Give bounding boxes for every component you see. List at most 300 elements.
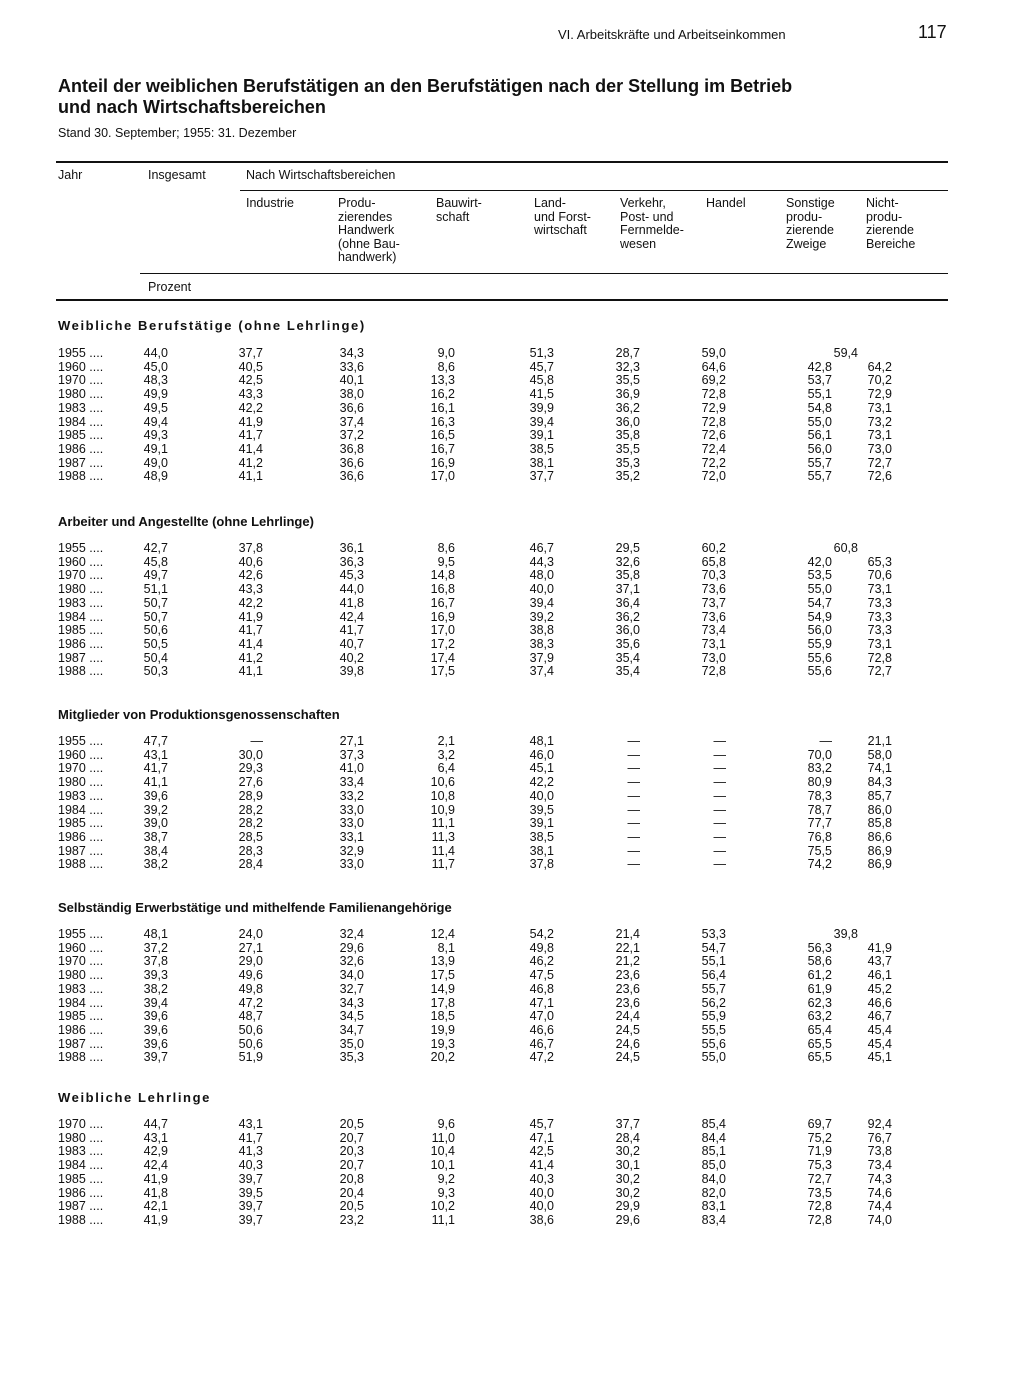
value-cell: 35,3 xyxy=(615,455,640,470)
value-cell: 45,7 xyxy=(529,359,554,374)
value-cell: — xyxy=(627,734,640,748)
year-cell: 1986 .... xyxy=(58,441,104,456)
year-cell: 1983 .... xyxy=(58,788,104,803)
value-cell: 65,5 xyxy=(807,1050,832,1065)
value-cell: 28,3 xyxy=(238,843,263,858)
value-cell: 46,7 xyxy=(529,1036,554,1051)
value-cell: 46,2 xyxy=(529,954,554,969)
value-cell: 73,4 xyxy=(867,1158,892,1173)
value-cell: 36,4 xyxy=(615,595,640,610)
value-cell: 45,1 xyxy=(529,761,554,776)
value-cell: 54,7 xyxy=(701,940,726,955)
value-cell: 42,5 xyxy=(238,373,263,388)
value-cell: 40,0 xyxy=(529,582,554,597)
year-cell: 1986 .... xyxy=(58,1022,104,1037)
header-verkehr-line: Fernmelde- xyxy=(620,223,684,237)
value-cell: 36,6 xyxy=(339,400,364,415)
value-cell: 35,6 xyxy=(615,636,640,651)
value-cell: 78,7 xyxy=(807,802,832,817)
value-cell: — xyxy=(627,788,640,803)
value-cell: 53,3 xyxy=(701,927,726,941)
value-cell: 28,9 xyxy=(238,788,263,803)
value-cell: 55,0 xyxy=(807,414,832,429)
value-cell: 41,9 xyxy=(143,1171,168,1186)
header-sonstige xyxy=(786,197,835,251)
value-cell: 50,5 xyxy=(143,636,168,651)
value-cell: 45,3 xyxy=(339,568,364,583)
value-cell: 51,9 xyxy=(238,1050,263,1065)
value-cell: 39,4 xyxy=(143,995,168,1010)
value-cell: 37,4 xyxy=(339,414,364,429)
value-cell: 34,5 xyxy=(339,1009,364,1024)
value-cell: 44,7 xyxy=(143,1117,168,1131)
value-cell: 92,4 xyxy=(867,1117,892,1131)
value-cell: 38,5 xyxy=(529,829,554,844)
value-cell: 12,4 xyxy=(430,927,455,941)
value-cell: 42,4 xyxy=(339,609,364,624)
value-cell: 40,0 xyxy=(529,1185,554,1200)
value-cell: 38,2 xyxy=(143,981,168,996)
header-nicht-line: zierende xyxy=(866,223,914,237)
value-cell: 55,9 xyxy=(701,1009,726,1024)
table-row xyxy=(0,1132,1024,1146)
value-cell: 10,2 xyxy=(430,1199,455,1214)
value-cell: 42,7 xyxy=(143,541,168,555)
value-cell: 28,4 xyxy=(615,1130,640,1145)
table-row xyxy=(0,611,1024,625)
value-cell: 70,2 xyxy=(867,373,892,388)
value-cell: 2,1 xyxy=(437,734,455,748)
value-cell: 39,2 xyxy=(143,802,168,817)
value-cell: 86,9 xyxy=(867,843,892,858)
page-number: 117 xyxy=(918,22,947,42)
year-cell: 1987 .... xyxy=(58,455,104,470)
value-cell: 38,4 xyxy=(143,843,168,858)
value-cell: 43,1 xyxy=(143,1130,168,1145)
table-row xyxy=(0,790,1024,804)
header-bau-line: schaft xyxy=(436,209,470,224)
value-cell: 47,7 xyxy=(143,734,168,748)
value-cell: 9,2 xyxy=(437,1171,455,1186)
value-cell: 39,6 xyxy=(143,1022,168,1037)
header-sonstige-line: produ- xyxy=(786,209,823,224)
value-cell: 50,4 xyxy=(143,650,168,665)
value-cell: 73,3 xyxy=(867,609,892,624)
value-cell: 42,6 xyxy=(238,568,263,583)
value-cell: 46,6 xyxy=(867,995,892,1010)
value-cell: 14,8 xyxy=(430,568,455,583)
value-cell: 20,4 xyxy=(339,1185,364,1200)
value-cell: — xyxy=(627,857,640,872)
value-cell: 40,6 xyxy=(238,554,263,569)
header-nicht-line: Bereiche xyxy=(866,236,916,251)
value-cell: 83,4 xyxy=(701,1212,726,1227)
value-cell: 55,1 xyxy=(807,387,832,402)
value-cell: 65,4 xyxy=(807,1022,832,1037)
value-cell: — xyxy=(627,816,640,831)
value-cell: 84,4 xyxy=(701,1130,726,1145)
header-land-line: Land- xyxy=(534,196,566,210)
value-cell: 49,0 xyxy=(143,455,168,470)
value-cell: 39,1 xyxy=(529,816,554,831)
value-cell: 16,5 xyxy=(430,428,455,443)
value-cell: 43,3 xyxy=(238,387,263,402)
table-row xyxy=(0,652,1024,666)
value-cell: 20,3 xyxy=(339,1144,364,1159)
value-cell: 37,7 xyxy=(529,469,554,484)
table-row xyxy=(0,845,1024,859)
value-cell: 3,2 xyxy=(437,747,455,762)
value-cell: 27,1 xyxy=(339,734,364,748)
value-cell: 19,3 xyxy=(430,1036,455,1051)
value-cell: 72,7 xyxy=(867,455,892,470)
value-cell: 17,5 xyxy=(430,664,455,679)
value-cell: 64,2 xyxy=(867,359,892,374)
value-cell: 37,1 xyxy=(615,582,640,597)
value-cell: 45,4 xyxy=(867,1036,892,1051)
section-title: Mitglieder von Produktionsgenossenschaften xyxy=(58,707,340,722)
value-cell: 69,2 xyxy=(701,373,726,388)
value-cell: — xyxy=(250,734,263,748)
value-cell: 73,5 xyxy=(807,1185,832,1200)
value-cell: — xyxy=(713,857,726,872)
value-cell: 32,6 xyxy=(339,954,364,969)
table-row xyxy=(0,983,1024,997)
table-row xyxy=(0,624,1024,638)
value-cell: 39,6 xyxy=(143,1009,168,1024)
year-cell: 1985 .... xyxy=(58,1171,104,1186)
value-cell: — xyxy=(713,734,726,748)
table-row xyxy=(0,443,1024,457)
value-cell: 29,9 xyxy=(615,1199,640,1214)
value-cell: 16,9 xyxy=(430,455,455,470)
year-cell: 1955 .... xyxy=(58,734,104,748)
value-cell: 72,8 xyxy=(701,387,726,402)
value-cell: 65,8 xyxy=(701,554,726,569)
year-cell: 1970 .... xyxy=(58,568,104,583)
header-verkehr-line: Verkehr, xyxy=(620,196,666,210)
value-cell: — xyxy=(713,761,726,776)
value-cell: 44,0 xyxy=(143,346,168,360)
year-cell: 1955 .... xyxy=(58,541,104,555)
value-cell: 61,2 xyxy=(807,968,832,983)
value-cell: 36,1 xyxy=(339,541,364,555)
value-cell: 61,9 xyxy=(807,981,832,996)
table-row xyxy=(0,416,1024,430)
value-cell: 37,7 xyxy=(615,1117,640,1131)
value-cell: 53,7 xyxy=(807,373,832,388)
header-sonstige-line: zierende xyxy=(786,223,834,237)
value-cell: 56,1 xyxy=(807,428,832,443)
year-cell: 1984 .... xyxy=(58,802,104,817)
value-cell: 28,7 xyxy=(615,346,640,360)
value-cell: 36,6 xyxy=(339,455,364,470)
header-verkehr-line: Post- und xyxy=(620,209,674,224)
value-cell: 41,8 xyxy=(339,595,364,610)
value-cell: 9,5 xyxy=(437,554,455,569)
value-cell: 56,0 xyxy=(807,623,832,638)
year-cell: 1984 .... xyxy=(58,995,104,1010)
value-cell: 42,1 xyxy=(143,1199,168,1214)
value-cell: 35,3 xyxy=(339,1050,364,1065)
value-cell: 41,1 xyxy=(143,775,168,790)
value-cell: 75,3 xyxy=(807,1158,832,1173)
value-cell: 60,8 xyxy=(833,541,858,555)
year-cell: 1970 .... xyxy=(58,954,104,969)
value-cell: 82,0 xyxy=(701,1185,726,1200)
value-cell: 28,4 xyxy=(238,857,263,872)
year-cell: 1984 .... xyxy=(58,1158,104,1173)
table-row xyxy=(0,735,1024,749)
table-row xyxy=(0,374,1024,388)
value-cell: 20,5 xyxy=(339,1199,364,1214)
value-cell: 36,2 xyxy=(615,609,640,624)
value-cell: 50,6 xyxy=(238,1022,263,1037)
value-cell: 73,0 xyxy=(867,441,892,456)
value-cell: 37,2 xyxy=(339,428,364,443)
value-cell: 35,8 xyxy=(615,568,640,583)
value-cell: 73,1 xyxy=(867,400,892,415)
value-cell: 55,0 xyxy=(701,1050,726,1065)
value-cell: 55,1 xyxy=(701,954,726,969)
value-cell: 17,5 xyxy=(430,968,455,983)
value-cell: 54,7 xyxy=(807,595,832,610)
year-cell: 1970 .... xyxy=(58,373,104,388)
value-cell: 48,0 xyxy=(529,568,554,583)
value-cell: — xyxy=(627,843,640,858)
value-cell: 41,3 xyxy=(238,1144,263,1159)
header-handwerk-line: Handwerk xyxy=(338,223,395,237)
value-cell: 40,0 xyxy=(529,788,554,803)
value-cell: 34,3 xyxy=(339,346,364,360)
value-cell: 28,5 xyxy=(238,829,263,844)
header-nicht-line: Nicht- xyxy=(866,196,899,210)
value-cell: 29,5 xyxy=(615,541,640,555)
value-cell: 73,3 xyxy=(867,623,892,638)
value-cell: 84,3 xyxy=(867,775,892,790)
section-title: Weibliche Lehrlinge xyxy=(58,1090,211,1105)
value-cell: 74,0 xyxy=(867,1212,892,1227)
value-cell: 73,6 xyxy=(701,582,726,597)
table-row xyxy=(0,402,1024,416)
header-inner-rule xyxy=(140,273,948,274)
table-row xyxy=(0,1173,1024,1187)
value-cell: 50,7 xyxy=(143,609,168,624)
value-cell: 33,4 xyxy=(339,775,364,790)
value-cell: 28,2 xyxy=(238,802,263,817)
value-cell: 38,0 xyxy=(339,387,364,402)
value-cell: 75,5 xyxy=(807,843,832,858)
value-cell: 56,4 xyxy=(701,968,726,983)
value-cell: 83,2 xyxy=(807,761,832,776)
value-cell: 10,9 xyxy=(430,802,455,817)
value-cell: 49,8 xyxy=(238,981,263,996)
value-cell: 55,0 xyxy=(807,582,832,597)
value-cell: 33,0 xyxy=(339,857,364,872)
value-cell: 45,4 xyxy=(867,1022,892,1037)
value-cell: 70,6 xyxy=(867,568,892,583)
value-cell: 49,5 xyxy=(143,400,168,415)
value-cell: 65,3 xyxy=(867,554,892,569)
value-cell: 45,1 xyxy=(867,1050,892,1065)
value-cell: 45,0 xyxy=(143,359,168,374)
value-cell: — xyxy=(627,761,640,776)
subtitle: Stand 30. September; 1955: 31. Dezember xyxy=(58,126,297,140)
value-cell: 11,7 xyxy=(431,857,455,872)
value-cell: 18,5 xyxy=(430,1009,455,1024)
value-cell: 30,1 xyxy=(615,1158,640,1173)
year-cell: 1987 .... xyxy=(58,1036,104,1051)
year-cell: 1984 .... xyxy=(58,609,104,624)
value-cell: 70,0 xyxy=(807,747,832,762)
value-cell: 47,0 xyxy=(529,1009,554,1024)
value-cell: 45,8 xyxy=(529,373,554,388)
year-cell: 1985 .... xyxy=(58,428,104,443)
value-cell: 39,6 xyxy=(143,1036,168,1051)
section-title: Weibliche Berufstätige (ohne Lehrlinge) xyxy=(58,318,366,333)
value-cell: 39,8 xyxy=(833,927,858,941)
value-cell: 39,7 xyxy=(238,1171,263,1186)
value-cell: 41,9 xyxy=(143,1212,168,1227)
value-cell: 55,6 xyxy=(807,664,832,679)
value-cell: 43,7 xyxy=(867,954,892,969)
value-cell: 20,8 xyxy=(339,1171,364,1186)
value-cell: 34,0 xyxy=(339,968,364,983)
value-cell: 84,0 xyxy=(701,1171,726,1186)
value-cell: 38,1 xyxy=(529,843,554,858)
value-cell: 63,2 xyxy=(807,1009,832,1024)
value-cell: 17,0 xyxy=(430,623,455,638)
value-cell: 35,4 xyxy=(615,650,640,665)
value-cell: 73,1 xyxy=(867,582,892,597)
value-cell: 23,2 xyxy=(339,1212,364,1227)
value-cell: 32,7 xyxy=(339,981,364,996)
year-cell: 1984 .... xyxy=(58,414,104,429)
value-cell: 23,6 xyxy=(615,981,640,996)
year-cell: 1983 .... xyxy=(58,595,104,610)
value-cell: 11,4 xyxy=(431,843,455,858)
value-cell: 44,3 xyxy=(529,554,554,569)
value-cell: 54,9 xyxy=(807,609,832,624)
header-verkehr xyxy=(620,197,684,251)
header-jahr: Jahr xyxy=(58,168,83,182)
value-cell: 41,7 xyxy=(143,761,168,776)
value-cell: 85,8 xyxy=(867,816,892,831)
header-bauwirtschaft xyxy=(436,197,482,224)
table-row xyxy=(0,542,1024,556)
value-cell: 36,3 xyxy=(339,554,364,569)
value-cell: 10,6 xyxy=(430,775,455,790)
value-cell: 30,2 xyxy=(615,1185,640,1200)
value-cell: 74,4 xyxy=(867,1199,892,1214)
value-cell: 16,1 xyxy=(430,400,455,415)
value-cell: 85,0 xyxy=(701,1158,726,1173)
value-cell: 46,0 xyxy=(529,747,554,762)
value-cell: 43,1 xyxy=(238,1117,263,1131)
value-cell: 35,2 xyxy=(615,469,640,484)
value-cell: 10,8 xyxy=(430,788,455,803)
value-cell: 41,7 xyxy=(339,623,364,638)
value-cell: 40,0 xyxy=(529,1199,554,1214)
value-cell: 29,3 xyxy=(238,761,263,776)
year-cell: 1980 .... xyxy=(58,775,104,790)
value-cell: 21,4 xyxy=(615,927,640,941)
table-row xyxy=(0,457,1024,471)
table-row xyxy=(0,1024,1024,1038)
value-cell: 19,9 xyxy=(430,1022,455,1037)
value-cell: — xyxy=(713,788,726,803)
table-row xyxy=(0,1051,1024,1065)
year-cell: 1960 .... xyxy=(58,747,104,762)
value-cell: 27,1 xyxy=(238,940,263,955)
year-cell: 1980 .... xyxy=(58,387,104,402)
year-cell: 1985 .... xyxy=(58,816,104,831)
title-line-2: und nach Wirtschaftsbereichen xyxy=(58,97,326,117)
value-cell: — xyxy=(627,775,640,790)
year-cell: 1960 .... xyxy=(58,554,104,569)
table-row xyxy=(0,1145,1024,1159)
header-nach-wirtschaftsbereichen: Nach Wirtschaftsbereichen xyxy=(246,168,396,182)
value-cell: 86,0 xyxy=(867,802,892,817)
header-verkehr-line: wesen xyxy=(620,236,657,251)
title-line-1: Anteil der weiblichen Berufstätigen an den Berufstätigen nach der Stellung im Betrieb xyxy=(58,76,793,96)
value-cell: 58,0 xyxy=(867,747,892,762)
value-cell: 49,4 xyxy=(143,414,168,429)
value-cell: 11,3 xyxy=(431,829,455,844)
value-cell: 41,2 xyxy=(238,650,263,665)
value-cell: 42,5 xyxy=(529,1144,554,1159)
value-cell: 34,3 xyxy=(339,995,364,1010)
section-title: Selbständig Erwerbstätige und mithelfende Familienangehörige xyxy=(58,900,452,915)
year-cell: 1983 .... xyxy=(58,981,104,996)
value-cell: 43,3 xyxy=(238,582,263,597)
value-cell: 51,1 xyxy=(143,582,168,597)
value-cell: 16,3 xyxy=(430,414,455,429)
value-cell: 32,9 xyxy=(339,843,364,858)
value-cell: 49,6 xyxy=(238,968,263,983)
value-cell: 55,7 xyxy=(807,469,832,484)
value-cell: 33,6 xyxy=(339,359,364,374)
value-cell: 48,1 xyxy=(143,927,168,941)
table-row xyxy=(0,762,1024,776)
table-row xyxy=(0,1038,1024,1052)
header-bottom-rule xyxy=(56,299,948,301)
value-cell: 33,0 xyxy=(339,802,364,817)
value-cell: 20,2 xyxy=(430,1050,455,1065)
value-cell: 39,1 xyxy=(529,428,554,443)
value-cell: 32,3 xyxy=(615,359,640,374)
value-cell: — xyxy=(713,829,726,844)
value-cell: 72,8 xyxy=(701,664,726,679)
value-cell: 85,1 xyxy=(701,1144,726,1159)
value-cell: 72,8 xyxy=(807,1212,832,1227)
year-cell: 1988 .... xyxy=(58,1212,104,1227)
value-cell: 38,3 xyxy=(529,636,554,651)
header-handwerk xyxy=(338,197,400,265)
value-cell: 6,4 xyxy=(437,761,455,776)
value-cell: 71,9 xyxy=(807,1144,832,1159)
value-cell: 39,0 xyxy=(143,816,168,831)
value-cell: 50,3 xyxy=(143,664,168,679)
value-cell: 39,5 xyxy=(529,802,554,817)
value-cell: 36,8 xyxy=(339,441,364,456)
value-cell: 85,4 xyxy=(701,1117,726,1131)
value-cell: 50,6 xyxy=(238,1036,263,1051)
value-cell: 13,3 xyxy=(430,373,455,388)
value-cell: 40,5 xyxy=(238,359,263,374)
year-cell: 1983 .... xyxy=(58,400,104,415)
table-row xyxy=(0,583,1024,597)
